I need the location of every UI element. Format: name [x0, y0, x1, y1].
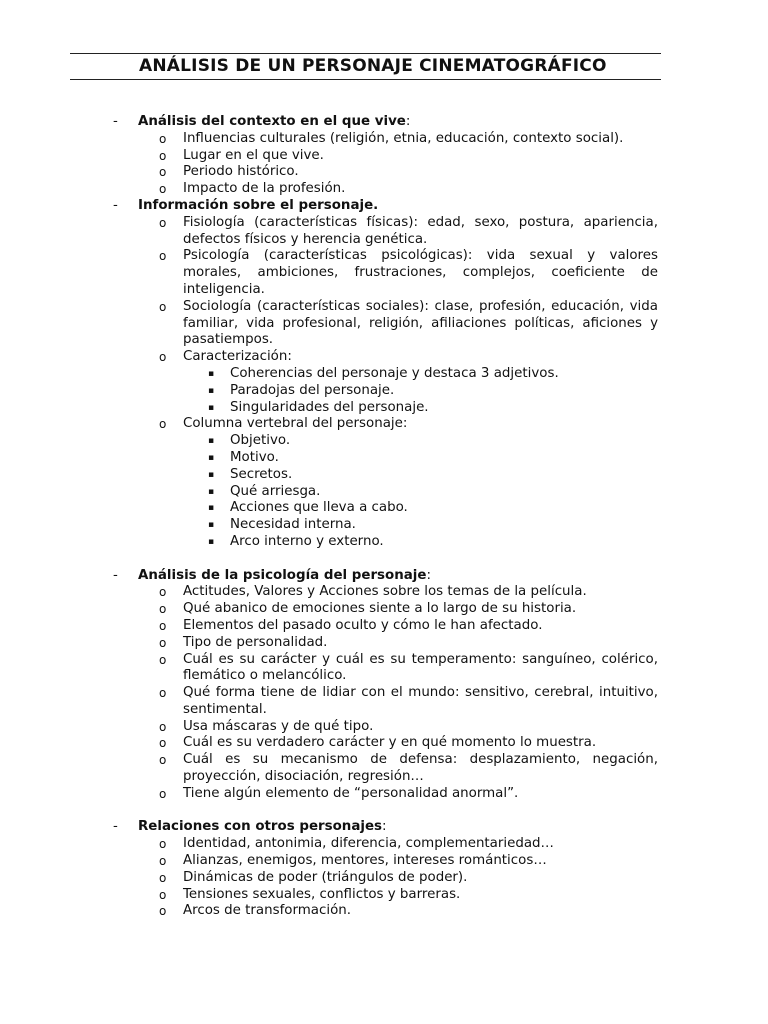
sub-list-item-text: Necesidad interna.	[230, 517, 356, 533]
section	[0, 198, 658, 551]
section-heading-text: Relaciones con otros personajes	[138, 819, 383, 835]
square-bullet: ▪	[208, 385, 215, 396]
section-heading	[138, 568, 658, 585]
sub-list-item-text: Singularidades del personaje.	[230, 399, 429, 415]
list-item-text: Psicología (características psicológicas): vida sexual y valores morales, ambiciones, frustraciones, complejos, coeficiente de inteligencia.	[183, 248, 658, 297]
section-heading-suffix: :	[426, 567, 431, 583]
sub-list-item-text: Coherencias del personaje y destaca 3 adjetivos.	[230, 365, 559, 381]
circle-bullet: o	[159, 736, 167, 751]
circle-bullet: o	[159, 870, 167, 885]
dash-bullet: -	[113, 114, 118, 129]
square-bullet: ▪	[208, 503, 215, 514]
list-item-text: Columna vertebral del personaje:	[183, 416, 408, 432]
list-item-text: Influencias culturales (religión, etnia, educación, contexto social).	[183, 130, 624, 146]
circle-bullet: o	[159, 165, 167, 180]
circle-bullet: o	[159, 854, 167, 869]
list-item-text: Cuál es su mecanismo de defensa: desplazamiento, negación, proyección, disociación, regresión…	[183, 752, 658, 785]
list-item	[159, 651, 658, 686]
list-item	[159, 853, 658, 870]
circle-bullet: o	[159, 753, 167, 768]
sub-list-item	[208, 483, 650, 501]
list-item-text: Tipo de personalidad.	[183, 634, 328, 650]
section-heading	[138, 114, 658, 131]
list-item-text: Caracterización:	[183, 349, 292, 365]
title-rule-block	[70, 53, 661, 80]
list-item-text: Identidad, antonimia, diferencia, complementariedad…	[183, 836, 554, 852]
circle-bullet: o	[159, 652, 167, 667]
square-bullet: ▪	[208, 520, 215, 531]
list-item	[159, 903, 658, 920]
sub-list-item-text: Acciones que lleva a cabo.	[230, 500, 408, 516]
list-item-text: Sociología (características sociales): clase, profesión, educación, vida familiar, vida profesional, religión, afiliaciones políticas, aficiones y pasatiempos.	[183, 298, 658, 348]
list-item	[159, 416, 658, 433]
page-title: ANÁLISIS DE UN PERSONAJE CINEMATOGRÁFICO	[139, 56, 607, 76]
circle-bullet: o	[159, 249, 167, 264]
square-bullet: ▪	[208, 536, 215, 547]
list-item-text: Qué abanico de emociones siente a lo largo de su historia.	[183, 601, 577, 617]
list-item	[159, 685, 658, 719]
section-heading	[138, 819, 658, 836]
circle-bullet: o	[159, 719, 167, 734]
sub-list-item-text: Secretos.	[230, 466, 293, 482]
list-item-text: Tensiones sexuales, conflictos y barreras.	[183, 886, 461, 902]
square-bullet: ▪	[208, 469, 215, 480]
circle-bullet: o	[159, 686, 167, 701]
list-item	[159, 617, 658, 635]
section-heading-text: Análisis de la psicología del personaje	[138, 567, 427, 583]
list-item-text: Usa máscaras y de qué tipo.	[183, 718, 374, 734]
circle-bullet: o	[159, 148, 167, 163]
list-item	[159, 601, 658, 618]
list-item-text: Qué forma tiene de lidiar con el mundo: sensitivo, cerebral, intuitivo, sentimental.	[183, 685, 658, 717]
sub-list-item	[208, 365, 650, 383]
sub-list-item	[208, 433, 650, 450]
sub-list-item	[208, 382, 650, 400]
list-item	[159, 147, 658, 165]
section-heading	[138, 198, 658, 215]
square-bullet: ▪	[208, 486, 215, 497]
sub-list-item-text: Arco interno y externo.	[230, 533, 384, 549]
list-item-text: Dinámicas de poder (triángulos de poder).	[183, 869, 468, 885]
sub-list-item	[208, 500, 650, 517]
square-bullet: ▪	[208, 368, 215, 379]
list-item	[159, 130, 658, 148]
circle-bullet: o	[159, 602, 167, 617]
list-item-text: Lugar en el que vive.	[183, 147, 324, 163]
list-item	[159, 584, 658, 601]
circle-bullet: o	[159, 786, 167, 801]
list-item-text: Elementos del pasado oculto y cómo le han afectado.	[183, 617, 543, 633]
circle-bullet: o	[159, 618, 167, 633]
list-item	[159, 164, 658, 181]
section-heading-suffix: :	[405, 114, 411, 129]
list-item-text: Cuál es su carácter y cuál es su temperamento: sanguíneo, colérico, flemático o melancólico.	[183, 651, 658, 684]
section-heading-text: Análisis del contexto en el que vive	[138, 114, 406, 129]
dash-bullet: -	[113, 819, 118, 835]
circle-bullet: o	[159, 299, 167, 314]
circle-bullet: o	[159, 887, 167, 902]
list-item-text: Cuál es su verdadero carácter y en qué momento lo muestra.	[183, 735, 597, 751]
list-item-text: Impacto de la profesión.	[183, 181, 346, 197]
circle-bullet: o	[159, 131, 167, 146]
dash-bullet: -	[113, 567, 118, 583]
list-item-text: Alianzas, enemigos, mentores, intereses románticos…	[183, 853, 547, 869]
circle-bullet: o	[159, 215, 167, 230]
section	[0, 819, 658, 920]
list-item	[159, 785, 658, 803]
sub-list-item-text: Objetivo.	[230, 433, 291, 449]
sub-list-item	[208, 399, 650, 417]
circle-bullet: o	[159, 182, 167, 197]
section	[0, 114, 658, 198]
section-heading-text: Información sobre el personaje.	[138, 197, 379, 213]
list-item-text: Tiene algún elemento de “personalidad anormal”.	[183, 785, 519, 801]
circle-bullet: o	[159, 417, 167, 432]
list-item	[159, 634, 658, 652]
list-item	[159, 752, 658, 786]
square-bullet: ▪	[208, 436, 215, 447]
list-item-text: Actitudes, Valores y Acciones sobre los temas de la película.	[183, 584, 587, 600]
sub-list-item-text: Paradojas del personaje.	[230, 382, 395, 398]
circle-bullet: o	[159, 585, 167, 600]
circle-bullet: o	[159, 837, 167, 852]
circle-bullet: o	[159, 904, 167, 919]
section	[0, 568, 658, 803]
document-body	[0, 114, 768, 920]
list-item	[159, 248, 658, 298]
sub-list-item-text: Motivo.	[230, 449, 279, 465]
list-item	[159, 836, 658, 853]
square-bullet: ▪	[208, 452, 215, 463]
circle-bullet: o	[159, 350, 167, 365]
list-item	[159, 869, 658, 887]
list-item	[159, 735, 658, 752]
sub-list-item	[208, 533, 650, 551]
sub-list-item	[208, 466, 650, 484]
list-item	[159, 214, 658, 249]
square-bullet: ▪	[208, 402, 215, 413]
list-item	[159, 718, 658, 736]
sub-list-item-text: Qué arriesga.	[230, 483, 321, 499]
list-item-text: Periodo histórico.	[183, 164, 299, 180]
sub-list-item	[208, 517, 650, 534]
list-item	[159, 298, 658, 349]
list-item	[159, 349, 658, 366]
list-item	[159, 886, 658, 904]
dash-bullet: -	[113, 197, 118, 213]
list-item	[159, 181, 658, 198]
section-heading-suffix: :	[382, 819, 387, 835]
circle-bullet: o	[159, 635, 167, 650]
list-item-text: Arcos de transformación.	[183, 903, 352, 919]
list-item-text: Fisiología (características físicas): edad, sexo, postura, apariencia, defectos físicos y herencia genética.	[183, 214, 658, 247]
sub-list-item	[208, 449, 650, 467]
